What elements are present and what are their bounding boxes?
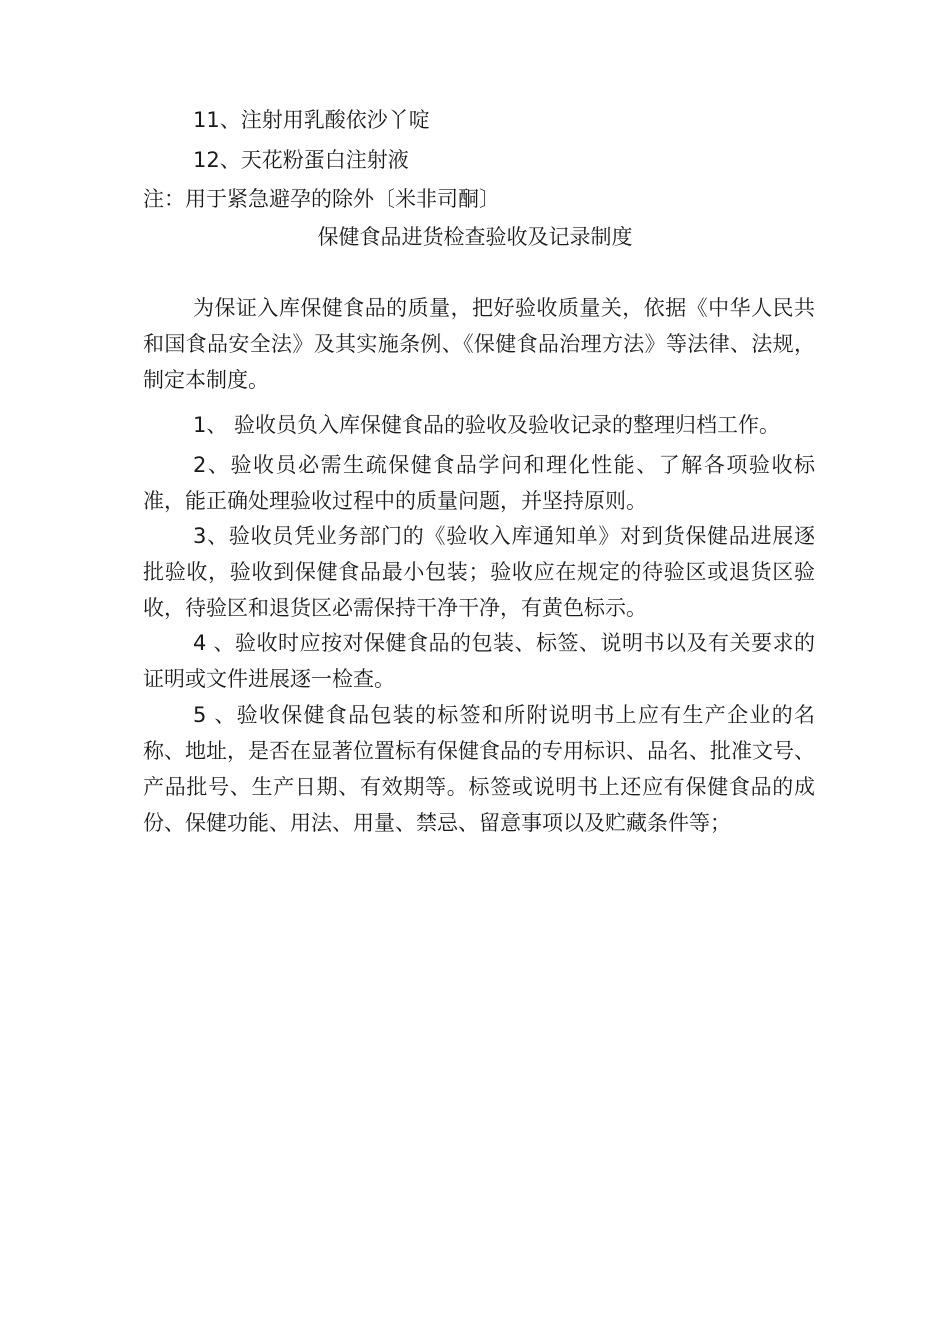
intro-paragraph: 为保证入库保健食品的质量，把好验收质量关，依据《中华人民共和国食品安全法》及其实施条例、《保健食品治理方法》等法律、法规，制定本制度。 <box>143 296 815 392</box>
list-item-12: 12、天花粉蛋白注射液 <box>193 148 409 172</box>
rule-1: 1、 验收员负入库保健食品的验收及验收记录的整理归档工作。 <box>193 413 781 437</box>
section-title: 保健食品进货检查验收及记录制度 <box>317 225 633 249</box>
note-text: 注：用于紧急避孕的除外〔米非司酮〕 <box>143 187 500 211</box>
rule-4: 4 、验收时应按对保健食品的包装、标签、说明书以及有关要求的证明或文件进展逐一检查。 <box>143 631 815 691</box>
list-item-11: 11、注射用乳酸依沙丫啶 <box>193 108 430 132</box>
rule-5: 5 、验收保健食品包装的标签和所附说明书上应有生产企业的名称、地址，是否在显著位置标有保健食品的专用标识、品名、批准文号、产品批号、生产日期、有效期等。标签或说明书上还应有保健食品的成份、保健功能、用法、用量、禁忌、留意事项以及贮藏条件等； <box>143 703 815 835</box>
rule-3: 3、验收员凭业务部门的《验收入库通知单》对到货保健品进展逐批验收，验收到保健食品最小包装；验收应在规定的待验区或退货区验收，待验区和退货区必需保持干净干净，有黄色标示。 <box>143 524 815 620</box>
rule-2: 2、验收员必需生疏保健食品学问和理化性能、了解各项验收标准，能正确处理验收过程中的质量问题，并坚持原则。 <box>143 453 815 513</box>
